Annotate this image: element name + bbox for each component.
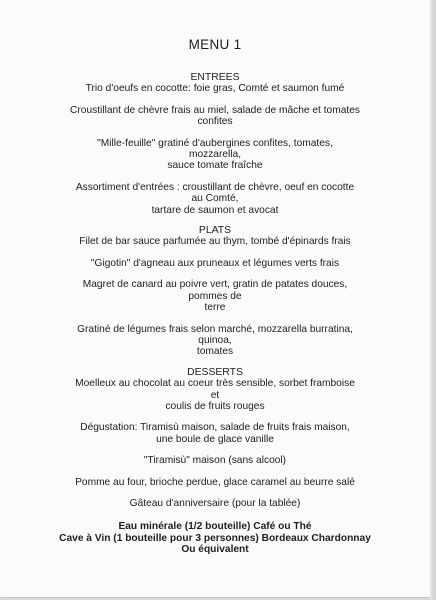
dessert-line: Moelleux au chocolat au coeur très sensible, sorbet framboise bbox=[75, 378, 355, 390]
dessert-line: Pomme au four, brioche perdue, glace caramel au beurre salé bbox=[75, 476, 355, 488]
dessert-item bbox=[0, 378, 430, 412]
plat-item bbox=[0, 324, 430, 358]
entree-line: Assortiment d'entrées : croustillant de chèvre, oeuf en cocotte bbox=[75, 181, 355, 193]
entree-item bbox=[0, 105, 430, 128]
plat-line: Filet de bar sauce parfumée au thym, tombé d'épinards frais bbox=[79, 236, 351, 248]
entree-item bbox=[0, 138, 430, 172]
entree-line: Croustillant de chèvre frais au miel, salade de mâche et tomates bbox=[70, 104, 360, 116]
plat-line: quinoa, bbox=[198, 334, 232, 346]
entrees-heading: ENTREES bbox=[190, 72, 240, 83]
dessert-line: "Tiramisù" maison (sans alcool) bbox=[143, 455, 287, 467]
drinks-line: Cave à Vin (1 bouteille pour 3 personnes) Bordeaux Chardonnay bbox=[59, 532, 371, 544]
menu-content bbox=[0, 72, 430, 555]
entree-item bbox=[0, 83, 430, 94]
plat-line: terre bbox=[204, 302, 226, 314]
dessert-line: coulis de fruits rouges bbox=[165, 400, 265, 412]
plat-item bbox=[0, 236, 430, 247]
entree-line: tartare de saumon et avocat bbox=[151, 204, 279, 216]
dessert-item bbox=[0, 455, 430, 466]
plat-line: tomates bbox=[196, 346, 234, 358]
entree-line: confites bbox=[197, 116, 233, 128]
dessert-item bbox=[0, 477, 430, 488]
entree-line: mozzarella, bbox=[188, 149, 242, 161]
plats-heading: PLATS bbox=[198, 225, 232, 237]
entree-line: sauce tomate fraîche bbox=[167, 160, 263, 172]
page-edge bbox=[430, 0, 436, 600]
plat-item bbox=[0, 258, 430, 269]
entree-item bbox=[0, 182, 430, 216]
dessert-line: une boule de glace vanille bbox=[156, 433, 274, 445]
dessert-line: Gâteau d'anniversaire (pour la tablée) bbox=[129, 497, 301, 509]
plat-line: Magret de canard au poivre vert, gratin de patates douces, bbox=[82, 279, 348, 291]
drinks-line: Ou équivalent bbox=[181, 543, 249, 555]
plat-line: "Gigotin" d'agneau aux pruneaux et légumes verts frais bbox=[90, 257, 340, 269]
menu-title: MENU 1 bbox=[188, 37, 242, 52]
desserts-heading: DESSERTS bbox=[187, 366, 243, 378]
plat-item bbox=[0, 279, 430, 313]
drinks-line: Eau minérale (1/2 bouteille) Café ou Thé bbox=[118, 521, 312, 533]
dessert-line: et bbox=[210, 389, 220, 401]
dessert-line: Dégustation: Tiramisù maison, salade de fruits frais maison, bbox=[80, 422, 350, 434]
dessert-item bbox=[0, 422, 430, 445]
plat-line: Gratiné de légumes frais selon marché, mozzarella burratina, bbox=[77, 323, 353, 335]
entree-line: au Comté, bbox=[191, 193, 239, 205]
entree-line: "Mille-feuille" gratiné d'aubergines confites, tomates, bbox=[97, 137, 333, 149]
dessert-item bbox=[0, 498, 430, 509]
plat-line: pommes de bbox=[188, 290, 242, 302]
drinks-info bbox=[0, 521, 430, 555]
entree-line: Trio d'oeufs en cocotte: foie gras, Comté et saumon fumé bbox=[85, 83, 345, 95]
